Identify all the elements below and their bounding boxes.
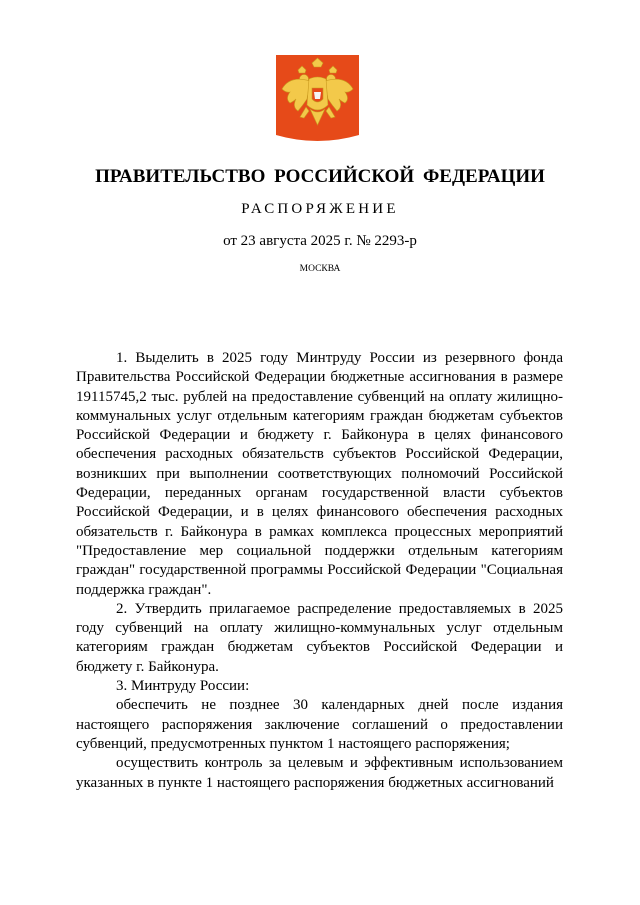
document-body [76, 349, 563, 793]
paragraph-2: 2. Утвердить прилагаемое распределение предоставляемых в 2025 году субвенций на оплату жилищно-коммунальных услуг отдельным категориям граждан бюджетам субъектов Российской Федерации и бюджету г. Байконура. [76, 600, 563, 675]
document-city: МОСКВА [299, 264, 341, 274]
government-title: ПРАВИТЕЛЬСТВО РОССИЙСКОЙ ФЕДЕРАЦИИ [95, 166, 545, 187]
paragraph-3: 3. Минтруду России: [116, 678, 250, 695]
paragraph-1: 1. Выделить в 2025 году Минтруду России из резервного фонда Правительства Российской Федерации бюджетные ассигнования в размере 19115745,2 тыс. рублей на предоставление субвенций на оплату жилищно-коммунальных услуг отдельным категориям граждан бюджетам субъектов Российской Федерации и бюджету г. Байконура в целях финансового обеспечения расходных обязательств субъектов Российской Федерации, возникших при выполнении соответствующих полномочий Российской Федерации, переданных органам государственной власти субъектов Российской Федерации, и в целях финансового обеспечения расходных обязательств г. Байконура в рамках комплекса процессных мероприятий "Предоставление мер социальной поддержки отдельным категориям граждан" государственной программы Российской Федерации "Социальная поддержка граждан". [76, 350, 563, 598]
document-type: РАСПОРЯЖЕНИЕ [241, 201, 399, 217]
coat-of-arms-icon [276, 55, 359, 142]
paragraph-3-item-2: осуществить контроль за целевым и эффективным использованием указанных в пункте 1 настоящего распоряжения бюджетных ассигнований [76, 755, 563, 791]
document-date-number: от 23 августа 2025 г. № 2293-р [223, 233, 417, 249]
paragraph-3-item-1: обеспечить не позднее 30 календарных дней после издания настоящего распоряжения заключение соглашений о предоставлении субвенций, предусмотренных пунктом 1 настоящего распоряжения; [76, 697, 563, 752]
